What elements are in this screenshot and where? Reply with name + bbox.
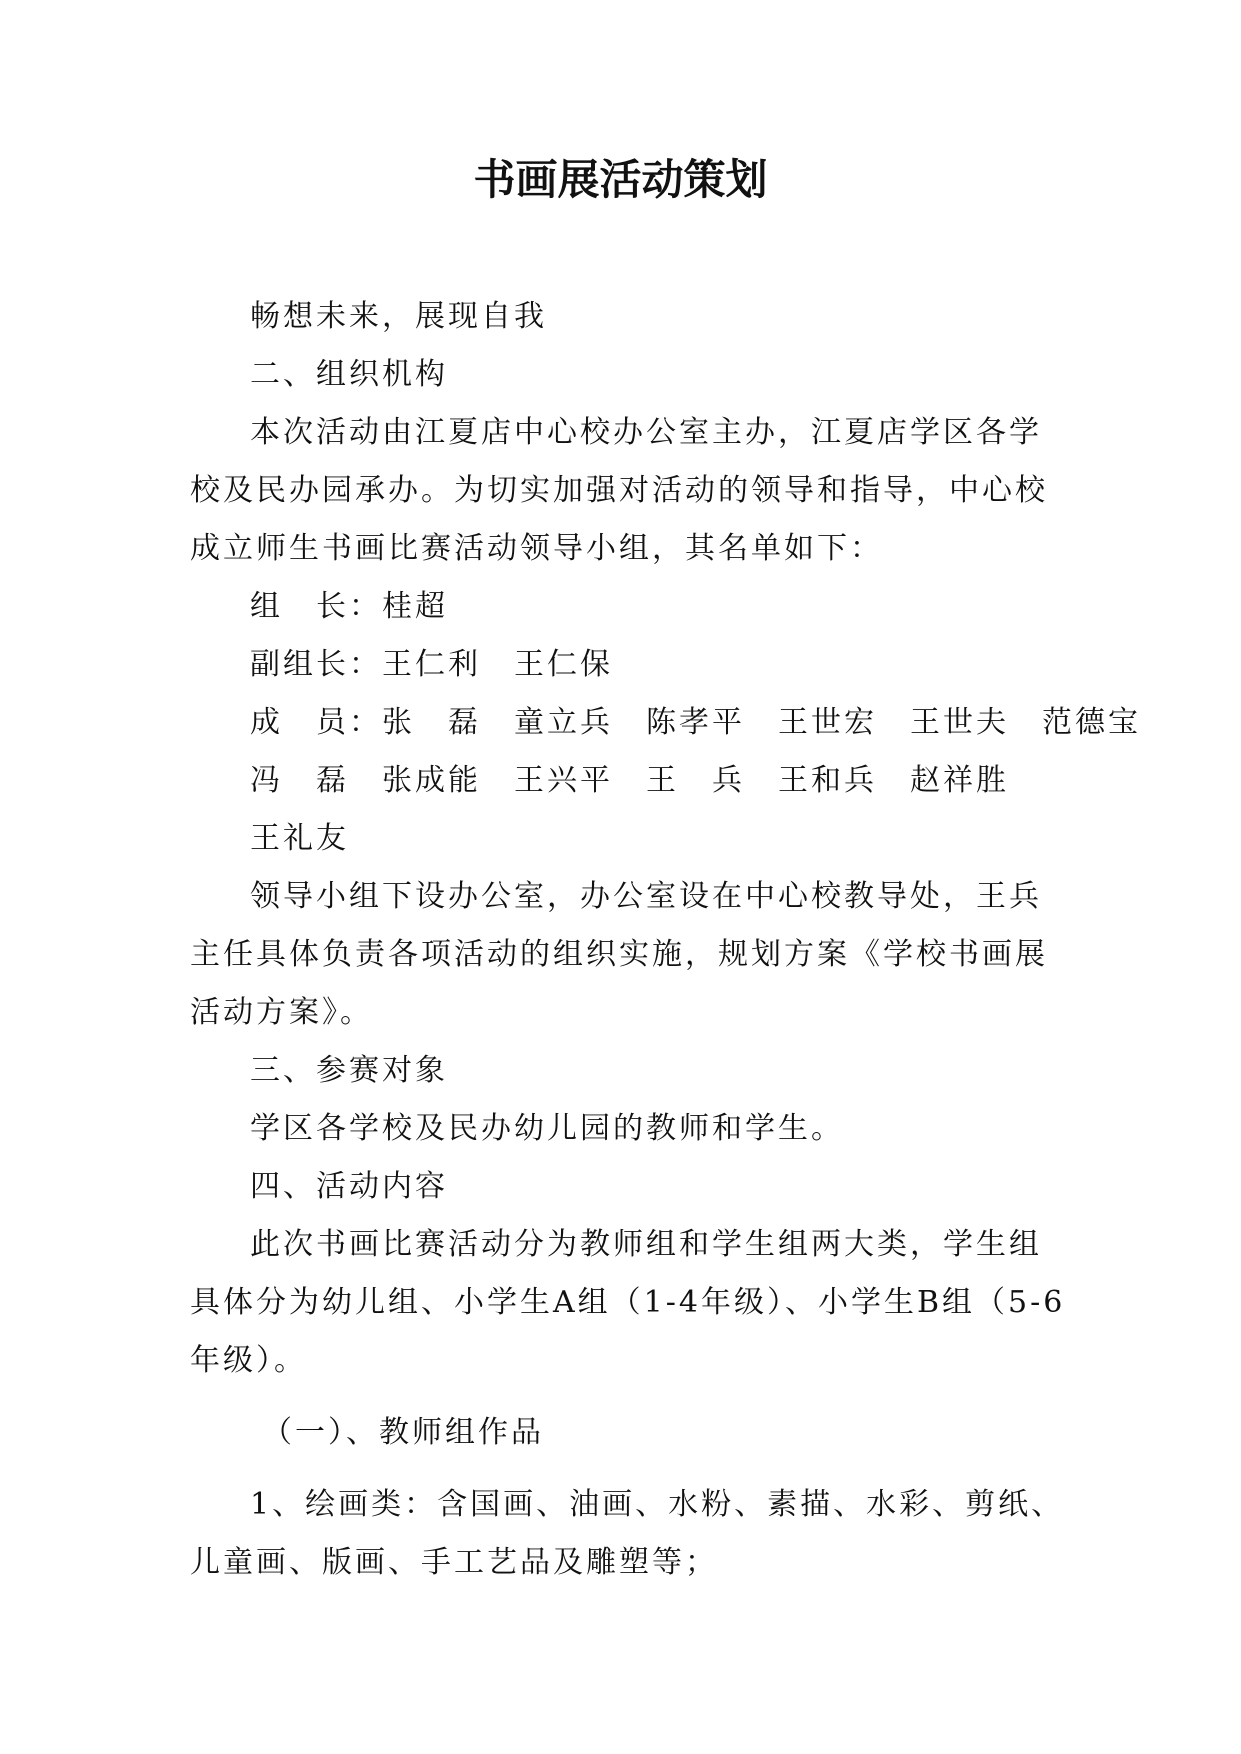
paragraph-office: 领导小组下设办公室，办公室设在中心校教导处，王兵主任具体负责各项活动的组织实施，规划方案《学校书画展活动方案》。	[190, 879, 1048, 1030]
paragraph-content: 此次书画比赛活动分为教师组和学生组两大类，学生组具体分为幼儿组、小学生A组（1-4年级）、小学生B组（5-6年级）。	[190, 1227, 1066, 1378]
members-line-3: 王礼友	[250, 821, 349, 856]
members-line-2: 冯 磊 张成能 王兴平 王 兵 王和兵 赵祥胜	[250, 763, 1009, 798]
heading-participants: 三、参赛对象	[250, 1053, 448, 1088]
paragraph-organizer: 本次活动由江夏店中心校办公室主办，江夏店学区各学校及民办园承办。为切实加强对活动的领导和指导，中心校成立师生书画比赛活动领导小组，其名单如下：	[190, 415, 1048, 566]
paragraph-theme: 畅想未来，展现自我	[250, 299, 547, 334]
deputy-leader-line: 副组长：王仁利 王仁保	[250, 647, 613, 682]
leader-line: 组 长：桂超	[250, 589, 448, 624]
document-title: 书画展活动策划	[473, 155, 768, 204]
paragraph-painting-category: 1、绘画类：含国画、油画、水粉、素描、水彩、剪纸、儿童画、版画、手工艺品及雕塑等；	[190, 1487, 1065, 1580]
members-line-1: 成 员：张 磊 童立兵 陈孝平 王世宏 王世夫 范德宝	[250, 705, 1141, 740]
heading-content: 四、活动内容	[250, 1169, 448, 1204]
paragraph-participants: 学区各学校及民办幼儿园的教师和学生。	[250, 1111, 844, 1146]
document-body	[190, 288, 1141, 1592]
heading-teacher-works: （一）、教师组作品	[262, 1415, 544, 1450]
heading-organization: 二、组织机构	[250, 357, 448, 392]
